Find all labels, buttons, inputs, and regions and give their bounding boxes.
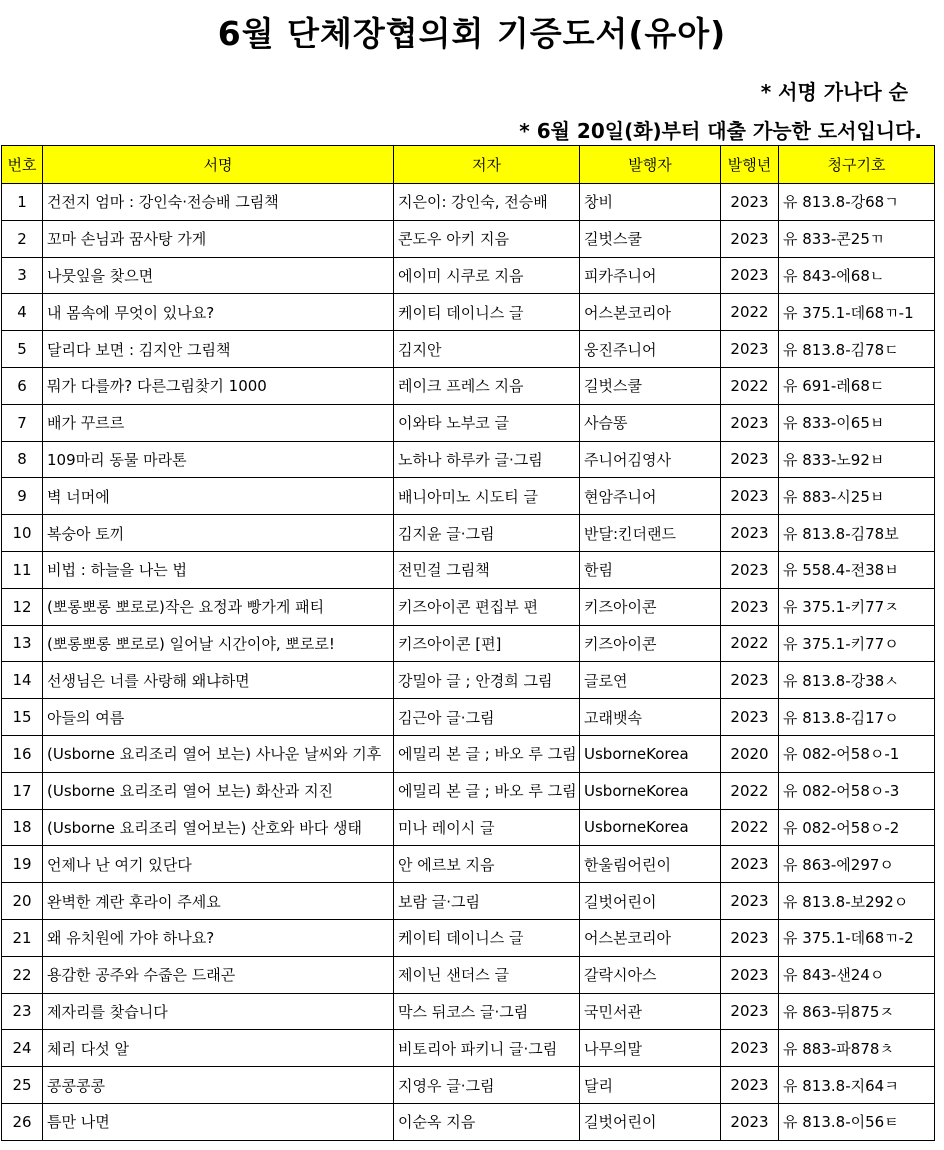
cell-title: (Usborne 요리조리 열어보는) 산호와 바다 생태 (43, 809, 394, 846)
table-row (2, 294, 935, 331)
cell-number: 7 (2, 404, 43, 441)
cell-publisher: 피카주니어 (580, 257, 721, 294)
cell-author: 막스 뒤코스 글·그림 (394, 993, 580, 1030)
cell-title: (뽀롱뽀롱 뽀로로)작은 요정과 빵가게 패티 (43, 588, 394, 625)
cell-call-number: 유 863-에297ㅇ (779, 846, 935, 883)
cell-number: 4 (2, 294, 43, 331)
cell-number: 16 (2, 735, 43, 772)
cell-author: 지은이: 강인숙, 전승배 (394, 184, 580, 221)
table-row (2, 1067, 935, 1104)
header-year: 발행년 (721, 146, 779, 184)
cell-call-number: 유 883-파878ㅊ (779, 1030, 935, 1067)
cell-publisher: 키즈아이콘 (580, 588, 721, 625)
table-row (2, 772, 935, 809)
cell-number: 18 (2, 809, 43, 846)
cell-year: 2023 (721, 699, 779, 736)
table-row (2, 1103, 935, 1140)
cell-title: (Usborne 요리조리 열어 보는) 화산과 지진 (43, 772, 394, 809)
cell-author: 보람 글·그림 (394, 883, 580, 920)
cell-title: 내 몸속에 무엇이 있나요? (43, 294, 394, 331)
cell-author: 지영우 글·그림 (394, 1067, 580, 1104)
cell-call-number: 유 082-어58ㅇ-2 (779, 809, 935, 846)
cell-year: 2023 (721, 404, 779, 441)
cell-title: 용감한 공주와 수줍은 드래곤 (43, 956, 394, 993)
cell-year: 2022 (721, 809, 779, 846)
cell-title: 비법 : 하늘을 나는 법 (43, 551, 394, 588)
table-row (2, 662, 935, 699)
header-call-number: 청구기호 (779, 146, 935, 184)
cell-call-number: 유 883-시25ㅂ (779, 478, 935, 515)
cell-title: 복숭아 토끼 (43, 515, 394, 552)
cell-publisher: 주니어김영사 (580, 441, 721, 478)
cell-year: 2023 (721, 588, 779, 625)
cell-publisher: 어스본코리아 (580, 919, 721, 956)
cell-author: 김지윤 글·그림 (394, 515, 580, 552)
cell-year: 2023 (721, 331, 779, 368)
cell-title: 체리 다섯 알 (43, 1030, 394, 1067)
cell-publisher: 나무의말 (580, 1030, 721, 1067)
cell-publisher: 창비 (580, 184, 721, 221)
cell-number: 13 (2, 625, 43, 662)
cell-year: 2023 (721, 662, 779, 699)
cell-number: 12 (2, 588, 43, 625)
table-row (2, 699, 935, 736)
cell-call-number: 유 375.1-데68ㄲ-2 (779, 919, 935, 956)
table-row (2, 404, 935, 441)
cell-call-number: 유 375.1-키77ㅈ (779, 588, 935, 625)
cell-title: (Usborne 요리조리 열어 보는) 사나운 날씨와 기후 (43, 735, 394, 772)
cell-title: 완벽한 계란 후라이 주세요 (43, 883, 394, 920)
cell-publisher: 국민서관 (580, 993, 721, 1030)
table-row (2, 625, 935, 662)
availability-note: * 6월 20일(화)부터 대출 가능한 도서입니다. (519, 119, 922, 143)
cell-number: 22 (2, 956, 43, 993)
table-row (2, 331, 935, 368)
book-table (1, 145, 935, 1141)
cell-call-number: 유 691-레68ㄷ (779, 367, 935, 404)
table-row (2, 735, 935, 772)
cell-author: 김근아 글·그림 (394, 699, 580, 736)
cell-number: 6 (2, 367, 43, 404)
cell-call-number: 유 813.8-강38ㅅ (779, 662, 935, 699)
cell-author: 전민걸 그림책 (394, 551, 580, 588)
cell-number: 24 (2, 1030, 43, 1067)
cell-year: 2023 (721, 441, 779, 478)
cell-year: 2023 (721, 1067, 779, 1104)
cell-call-number: 유 813.8-지64ㅋ (779, 1067, 935, 1104)
cell-publisher: 길벗스쿨 (580, 220, 721, 257)
cell-publisher: 사슴똥 (580, 404, 721, 441)
cell-year: 2023 (721, 919, 779, 956)
cell-title: 틈만 나면 (43, 1103, 394, 1140)
cell-year: 2023 (721, 883, 779, 920)
cell-number: 26 (2, 1103, 43, 1140)
header-publisher: 발행자 (580, 146, 721, 184)
cell-author: 레이크 프레스 지음 (394, 367, 580, 404)
cell-year: 2023 (721, 184, 779, 221)
cell-author: 노하나 하루카 글·그림 (394, 441, 580, 478)
cell-year: 2023 (721, 515, 779, 552)
cell-publisher: 한울림어린이 (580, 846, 721, 883)
sort-note: * 서명 가나다 순 (760, 80, 908, 104)
cell-number: 25 (2, 1067, 43, 1104)
cell-publisher: UsborneKorea (580, 735, 721, 772)
cell-call-number: 유 813.8-김17ㅇ (779, 699, 935, 736)
cell-number: 3 (2, 257, 43, 294)
table-row (2, 956, 935, 993)
cell-publisher: 길벗어린이 (580, 1103, 721, 1140)
cell-title: 아들의 여름 (43, 699, 394, 736)
cell-title: 언제나 난 여기 있단다 (43, 846, 394, 883)
cell-title: 벽 너머에 (43, 478, 394, 515)
cell-author: 미나 레이시 글 (394, 809, 580, 846)
cell-author: 키즈아이콘 [편] (394, 625, 580, 662)
cell-year: 2022 (721, 625, 779, 662)
table-row (2, 993, 935, 1030)
cell-number: 21 (2, 919, 43, 956)
cell-call-number: 유 813.8-이56ㅌ (779, 1103, 935, 1140)
cell-call-number: 유 813.8-강68ㄱ (779, 184, 935, 221)
cell-publisher: 갈락시아스 (580, 956, 721, 993)
cell-call-number: 유 833-콘25ㄲ (779, 220, 935, 257)
table-header-row (2, 146, 935, 184)
cell-author: 콘도우 아키 지음 (394, 220, 580, 257)
cell-title: 제자리를 찾습니다 (43, 993, 394, 1030)
table-row (2, 809, 935, 846)
cell-call-number: 유 375.1-데68ㄲ-1 (779, 294, 935, 331)
cell-year: 2023 (721, 846, 779, 883)
cell-number: 10 (2, 515, 43, 552)
cell-author: 케이티 데이니스 글 (394, 294, 580, 331)
table-row (2, 515, 935, 552)
cell-number: 5 (2, 331, 43, 368)
cell-call-number: 유 843-샌24ㅇ (779, 956, 935, 993)
cell-year: 2022 (721, 772, 779, 809)
cell-number: 17 (2, 772, 43, 809)
cell-number: 23 (2, 993, 43, 1030)
cell-publisher: 웅진주니어 (580, 331, 721, 368)
table-row (2, 1030, 935, 1067)
table-row (2, 478, 935, 515)
table-row (2, 883, 935, 920)
cell-year: 2023 (721, 1030, 779, 1067)
cell-number: 2 (2, 220, 43, 257)
cell-year: 2022 (721, 294, 779, 331)
cell-year: 2023 (721, 220, 779, 257)
table-row (2, 551, 935, 588)
cell-author: 김지안 (394, 331, 580, 368)
cell-call-number: 유 813.8-김78ㄷ (779, 331, 935, 368)
cell-author: 에밀리 본 글 ; 바오 루 그림 (394, 735, 580, 772)
cell-call-number: 유 863-뒤875ㅈ (779, 993, 935, 1030)
cell-number: 19 (2, 846, 43, 883)
cell-publisher: 한림 (580, 551, 721, 588)
table-row (2, 220, 935, 257)
cell-number: 9 (2, 478, 43, 515)
cell-author: 비토리아 파키니 글·그림 (394, 1030, 580, 1067)
cell-author: 케이티 데이니스 글 (394, 919, 580, 956)
cell-call-number: 유 082-어58ㅇ-1 (779, 735, 935, 772)
cell-number: 8 (2, 441, 43, 478)
cell-author: 이순옥 지음 (394, 1103, 580, 1140)
cell-call-number: 유 833-노92ㅂ (779, 441, 935, 478)
cell-year: 2023 (721, 257, 779, 294)
cell-title: 나뭇잎을 찾으면 (43, 257, 394, 294)
cell-author: 에밀리 본 글 ; 바오 루 그림 (394, 772, 580, 809)
cell-title: 콩콩콩콩 (43, 1067, 394, 1104)
cell-number: 20 (2, 883, 43, 920)
cell-title: 꼬마 손님과 꿈사탕 가게 (43, 220, 394, 257)
table-row (2, 441, 935, 478)
cell-year: 2023 (721, 1103, 779, 1140)
header-number: 번호 (2, 146, 43, 184)
cell-title: 선생님은 너를 사랑해 왜냐하면 (43, 662, 394, 699)
table-row (2, 184, 935, 221)
cell-call-number: 유 558.4-전38ㅂ (779, 551, 935, 588)
table-row (2, 257, 935, 294)
cell-number: 14 (2, 662, 43, 699)
cell-call-number: 유 813.8-김78보 (779, 515, 935, 552)
cell-title: 109마리 동물 마라톤 (43, 441, 394, 478)
cell-title: 건전지 엄마 : 강인숙·전승배 그림책 (43, 184, 394, 221)
header-author: 저자 (394, 146, 580, 184)
cell-year: 2023 (721, 993, 779, 1030)
table-row (2, 588, 935, 625)
cell-publisher: 글로연 (580, 662, 721, 699)
cell-title: 왜 유치원에 가야 하나요? (43, 919, 394, 956)
cell-title: (뽀롱뽀롱 뽀로로) 일어날 시간이야, 뽀로로! (43, 625, 394, 662)
cell-call-number: 유 843-에68ㄴ (779, 257, 935, 294)
cell-publisher: 고래뱃속 (580, 699, 721, 736)
cell-number: 1 (2, 184, 43, 221)
cell-call-number: 유 813.8-보292ㅇ (779, 883, 935, 920)
cell-year: 2023 (721, 478, 779, 515)
cell-author: 키즈아이콘 편집부 편 (394, 588, 580, 625)
cell-year: 2020 (721, 735, 779, 772)
cell-call-number: 유 833-이65ㅂ (779, 404, 935, 441)
cell-call-number: 유 375.1-키77ㅇ (779, 625, 935, 662)
cell-year: 2023 (721, 551, 779, 588)
table-row (2, 919, 935, 956)
cell-author: 강밀아 글 ; 안경희 그림 (394, 662, 580, 699)
cell-author: 이와타 노부코 글 (394, 404, 580, 441)
cell-title: 배가 꾸르르 (43, 404, 394, 441)
cell-number: 11 (2, 551, 43, 588)
cell-publisher: 반달:킨더랜드 (580, 515, 721, 552)
cell-title: 달리다 보면 : 김지안 그림책 (43, 331, 394, 368)
cell-publisher: 길벗어린이 (580, 883, 721, 920)
cell-year: 2022 (721, 367, 779, 404)
cell-year: 2023 (721, 956, 779, 993)
cell-author: 배니아미노 시도티 글 (394, 478, 580, 515)
page-title: 6월 단체장협의회 기증도서(유아) (217, 14, 727, 53)
table-row (2, 367, 935, 404)
cell-author: 제이닌 샌더스 글 (394, 956, 580, 993)
cell-author: 에이미 시쿠로 지음 (394, 257, 580, 294)
cell-publisher: 현암주니어 (580, 478, 721, 515)
cell-publisher: 길벗스쿨 (580, 367, 721, 404)
cell-publisher: 달리 (580, 1067, 721, 1104)
cell-call-number: 유 082-어58ㅇ-3 (779, 772, 935, 809)
cell-publisher: 키즈아이콘 (580, 625, 721, 662)
cell-publisher: UsborneKorea (580, 772, 721, 809)
table-row (2, 846, 935, 883)
cell-publisher: UsborneKorea (580, 809, 721, 846)
cell-publisher: 어스본코리아 (580, 294, 721, 331)
cell-author: 안 에르보 지음 (394, 846, 580, 883)
cell-number: 15 (2, 699, 43, 736)
header-title: 서명 (43, 146, 394, 184)
cell-title: 뭐가 다를까? 다른그림찾기 1000 (43, 367, 394, 404)
